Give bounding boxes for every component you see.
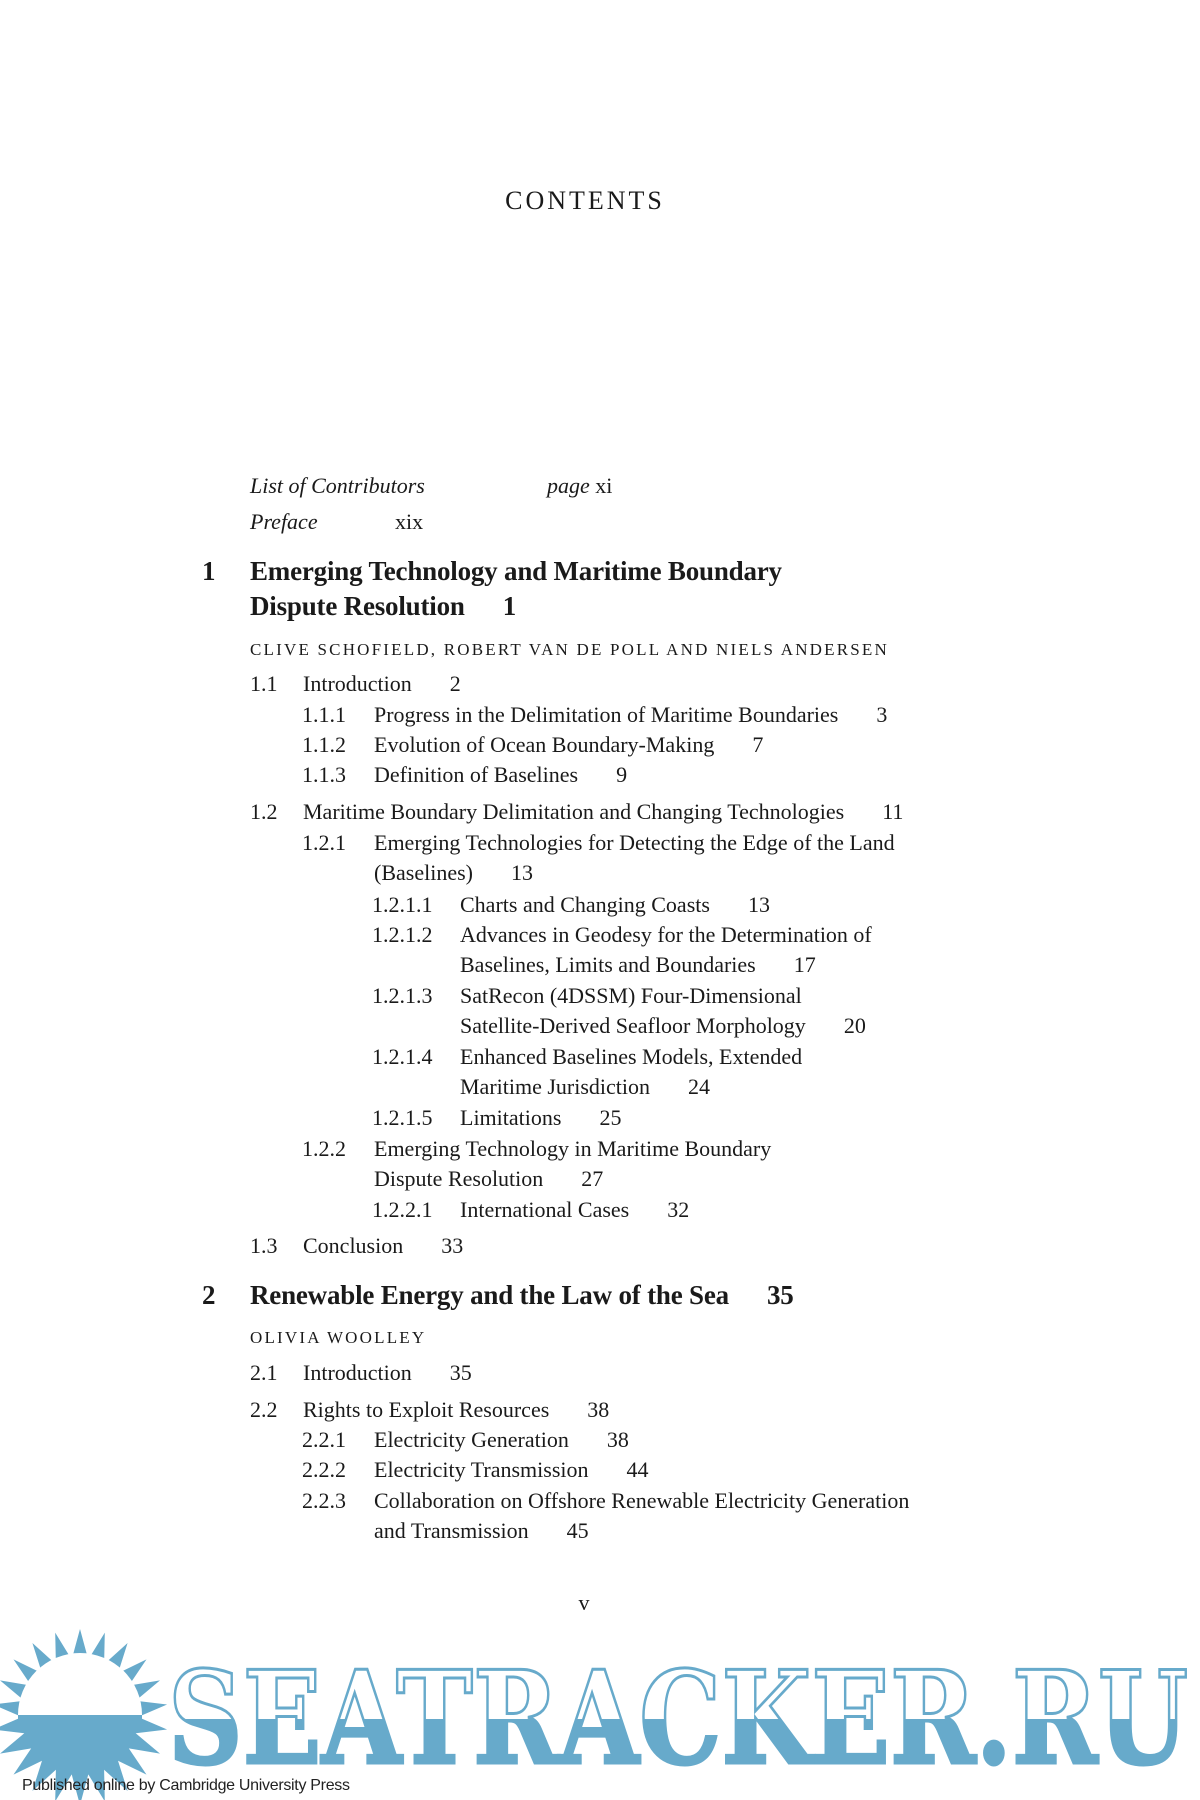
page-number: 1 <box>502 591 516 621</box>
seatracker-watermark-logo <box>0 1625 1200 1800</box>
page-folio: v <box>578 1590 590 1615</box>
sun-icon <box>0 1629 167 1800</box>
watermark-text: SEATRACKER.RU <box>168 1644 1188 1794</box>
page-title: CONTENTS <box>505 186 665 215</box>
published-online-note: Published online by Cambridge University Press <box>22 1777 350 1794</box>
